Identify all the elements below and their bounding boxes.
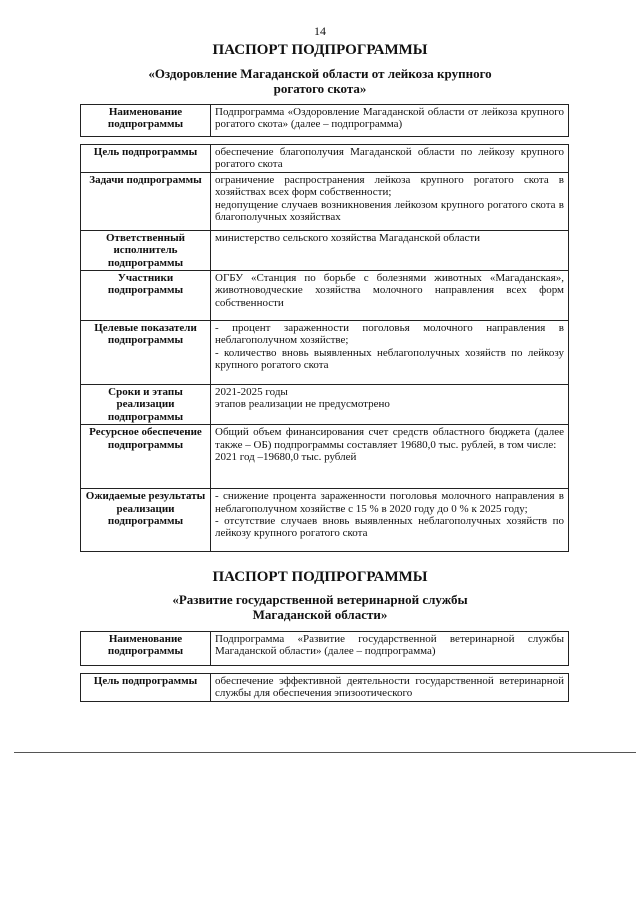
row-label: Задачи подпрограммы: [81, 172, 211, 230]
row-label: Ожидаемые результаты реализации подпрограммы: [81, 489, 211, 552]
table-row: [81, 489, 569, 552]
row-value-line: - снижение процента зараженности поголовья молочного направления в неблагополучном хозяйстве с 15 % в 2020 году до 0 % к 2025 году;: [215, 490, 564, 515]
row-value-line: 2021-2025 годы: [215, 386, 288, 399]
passport1-subtitle-line2: рогатого скота»: [273, 81, 367, 96]
row-value-line: недопущение случаев возникновения лейкозом крупного рогатого скота в благополучных хозяйствах: [215, 198, 564, 224]
row-label: Цель подпрограммы: [81, 145, 211, 173]
table-row: [81, 321, 569, 385]
passport2-title: ПАСПОРТ ПОДПРОГРАММЫ: [212, 569, 428, 585]
row-value-line: 2021 год –19680,0 тыс. рублей: [215, 451, 357, 464]
row-label: Цель подпрограммы: [81, 674, 211, 702]
row-value-line: - количество вновь выявленных неблагополучных хозяйств по лейкозу крупного рогатого скота: [215, 346, 564, 372]
passport2-subtitle-line1: «Развитие государственной ветеринарной службы: [172, 592, 468, 607]
row-value-line: Общий объем финансирования счет средств областного бюджета (далее также – ОБ) подпрограммы составляет 19680,0 тыс. рублей, в том числе:: [215, 426, 564, 451]
table-row: [81, 425, 569, 489]
table-row: [81, 105, 569, 137]
row-value: [211, 632, 569, 666]
row-value: [211, 271, 569, 321]
passport1-table: [80, 104, 569, 552]
table-row: [81, 632, 569, 666]
table-row: [81, 674, 569, 702]
table-row: [81, 385, 569, 425]
row-value: [211, 489, 569, 552]
row-label: Ресурсное обеспечение подпрограммы: [81, 425, 211, 489]
row-value: [211, 105, 569, 137]
table-row: [81, 145, 569, 173]
passport2-table: [80, 631, 569, 702]
row-label: Целевые показатели подпрограммы: [81, 321, 211, 385]
row-value: [211, 172, 569, 230]
passport1-title: ПАСПОРТ ПОДПРОГРАММЫ: [212, 42, 428, 58]
row-label: Участники подпрограммы: [81, 271, 211, 321]
row-value-line: этапов реализации не предусмотрено: [215, 398, 390, 411]
row-value: [211, 230, 569, 270]
table-row: [81, 230, 569, 270]
row-value-line: Подпрограмма «Оздоровление Магаданской области от лейкоза крупного рогатого скота» (далее – подпрограмма): [215, 106, 564, 131]
row-label: Наименование подпрограммы: [81, 105, 211, 137]
table-row: [81, 271, 569, 321]
page-number: 14: [314, 24, 326, 38]
row-value-line: ограничение распространения лейкоза крупного рогатого скота в хозяйствах всех форм собственности;: [215, 173, 564, 199]
row-value-line: - процент зараженности поголовья молочного направления в неблагополучном хозяйстве;: [215, 322, 564, 347]
row-value: [211, 425, 569, 489]
row-label: Сроки и этапы реализации подпрограммы: [81, 385, 211, 425]
page-separator: [14, 752, 636, 753]
row-value-line: обеспечение благополучия Магаданской области по лейкозу крупного рогатого скота: [215, 146, 564, 171]
row-value: [211, 674, 569, 702]
row-label: Наименование подпрограммы: [81, 632, 211, 666]
row-value: [211, 385, 569, 425]
row-label: Ответственный исполнитель подпрограммы: [81, 230, 211, 270]
row-gap: [81, 666, 569, 674]
passport2-subtitle-line2: Магаданской области»: [252, 607, 388, 622]
row-value-line: - отсутствие случаев вновь выявленных неблагополучных хозяйств по лейкозу крупного рогатого скота: [215, 515, 564, 540]
table-row: [81, 172, 569, 230]
passport1-subtitle-line1: «Оздоровление Магаданской области от лейкоза крупного: [148, 66, 492, 81]
row-value-line: обеспечение эффективной деятельности государственной ветеринарной службы для обеспечения эпизоотического: [215, 675, 564, 700]
row-value: [211, 145, 569, 173]
row-gap: [81, 137, 569, 145]
row-value-line: ОГБУ «Станция по борьбе с болезнями животных «Магаданская», животноводческие хозяйства молочного направления всех форм собственности: [215, 272, 564, 309]
row-value-line: министерство сельского хозяйства Магаданской области: [215, 231, 481, 244]
row-value-line: Подпрограмма «Развитие государственной ветеринарной службы Магаданской области» (далее – подпрограмма): [215, 633, 564, 658]
row-value: [211, 321, 569, 385]
